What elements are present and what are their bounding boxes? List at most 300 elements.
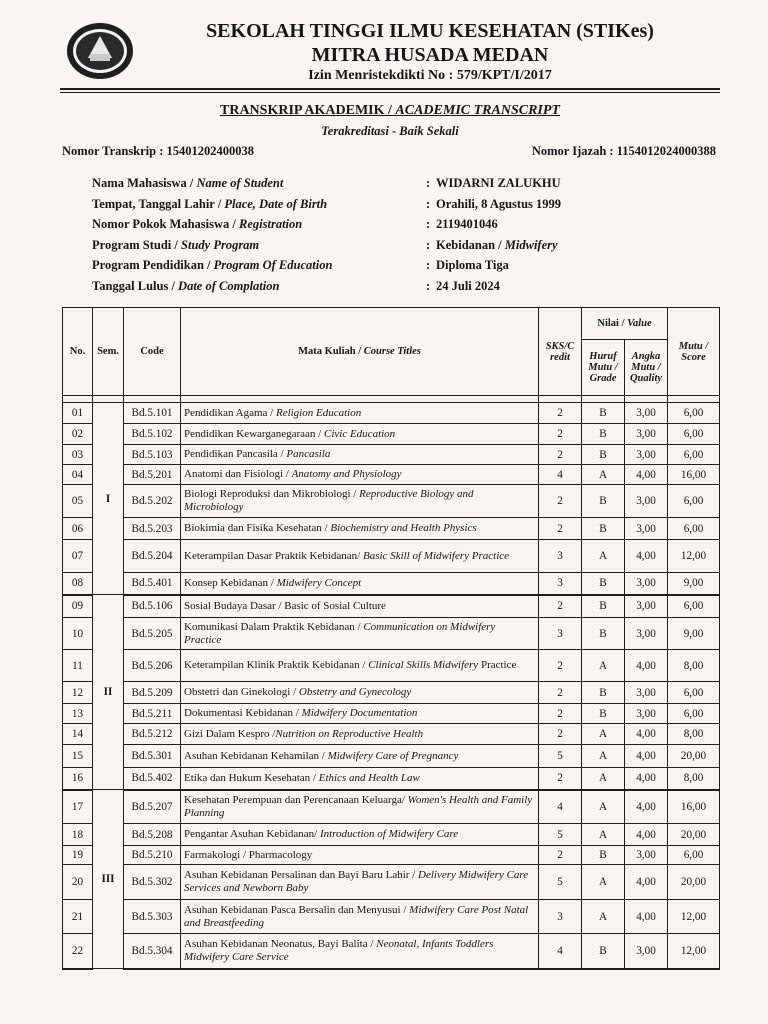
cell-code: Bd.5.201 [124, 465, 181, 485]
cell-no: 13 [63, 704, 93, 724]
cell-grade: B [582, 846, 625, 865]
cell-quality: 3,00 [625, 846, 668, 865]
cell-quality: 3,00 [625, 445, 668, 465]
info-value [436, 279, 500, 294]
course-title-id: Komunikasi Dalam Praktik Kebidanan / [184, 620, 364, 633]
info-label-id: Nama Mahasiswa / [92, 176, 197, 190]
course-title-en: Neonatal, Infants Toddlers Midwifery Care Service [184, 938, 494, 963]
cell-quality: 4,00 [625, 900, 668, 934]
info-colon: : [426, 278, 431, 293]
cell-grade: A [582, 768, 625, 790]
cell-score: 20,00 [668, 865, 720, 900]
cell-no: 18 [63, 824, 93, 846]
cell-grade: B [582, 485, 625, 518]
course-title-id: Asuhan Kebidanan Kehamilan / [184, 749, 328, 762]
cell-code: Bd.5.211 [124, 704, 181, 724]
table-row [63, 518, 720, 540]
cell-quality: 4,00 [625, 865, 668, 900]
info-colon: : [426, 176, 431, 190]
table-row [63, 768, 720, 790]
cell-course [181, 790, 539, 824]
course-title-id: Biologi Reproduksi dan Mikrobiologi / [184, 488, 360, 501]
cell-code: Bd.5.401 [124, 573, 181, 595]
cell-no: 14 [63, 724, 93, 745]
cell-code: Bd.5.301 [124, 745, 181, 768]
course-title-id: Asuhan Kebidanan Pasca Bersalin dan Menyusui / [184, 903, 410, 916]
course-title-id: Keterampilan Dasar Praktik Kebidanan/ [184, 549, 363, 562]
cell-no: 16 [63, 768, 93, 790]
info-value [436, 176, 561, 191]
table-row [63, 424, 720, 445]
course-title-id: Asuhan Kebidanan Persalinan dan Bayi Baru Lahir / [184, 869, 418, 882]
cell-quality: 3,00 [625, 704, 668, 724]
col-grade [582, 340, 625, 396]
cell-semester: I [93, 403, 124, 595]
info-value-text: Kebidanan / [436, 237, 505, 252]
info-value [436, 217, 498, 232]
cell-grade: A [582, 824, 625, 846]
cell-quality: 4,00 [625, 724, 668, 745]
info-label-en: Date of Complation [178, 278, 280, 293]
cell-grade: B [582, 424, 625, 445]
cell-code: Bd.5.302 [124, 865, 181, 900]
table-row [63, 650, 720, 682]
info-label-id: Program Studi / [92, 237, 182, 252]
cell-course [181, 846, 539, 865]
cell-score: 8,00 [668, 724, 720, 745]
institution-name: SEKOLAH TINGGI ILMU KESEHATAN (STIKes) [206, 20, 654, 42]
cell-grade: B [582, 595, 625, 618]
course-title-en: Midwifery Care Post Natal and Breastfeeding [184, 903, 529, 929]
info-label-en: Study Program [181, 237, 260, 252]
cell-grade: A [582, 900, 625, 934]
cell-course [181, 573, 539, 595]
cell-course [181, 540, 539, 573]
info-value [436, 258, 509, 273]
cell-course [181, 768, 539, 790]
course-title-en: Midwifery Care of Pregnancy [327, 749, 459, 762]
cell-code: Bd.5.402 [124, 768, 181, 790]
info-colon: : [426, 237, 431, 252]
cell-semester: II [93, 595, 124, 790]
course-title-id: Etika dan Hukum Kesehatan / [184, 771, 319, 784]
cell-credit: 3 [539, 900, 582, 934]
cell-grade: B [582, 704, 625, 724]
course-title-en: Obstetry and Gynecology [298, 686, 412, 699]
col-value-id: Nilai / [597, 318, 628, 329]
cell-credit: 2 [539, 650, 582, 682]
cell-score: 20,00 [668, 745, 720, 768]
cell-grade: A [582, 650, 625, 682]
cell-grade: B [582, 445, 625, 465]
col-code: Code [124, 308, 181, 396]
institution-seal-logo [66, 22, 134, 80]
cell-no: 17 [63, 790, 93, 824]
cell-score: 6,00 [668, 518, 720, 540]
table-row [63, 704, 720, 724]
col-score-b: Score [681, 351, 706, 363]
cell-score: 16,00 [668, 465, 720, 485]
info-colon: : [426, 258, 431, 273]
cell-no: 19 [63, 846, 93, 865]
info-label [92, 176, 283, 191]
col-course [181, 308, 539, 396]
header-spacer [63, 396, 720, 403]
table-header [63, 308, 720, 396]
info-colon: : [426, 196, 431, 211]
cell-code: Bd.5.210 [124, 846, 181, 865]
table-row [63, 865, 720, 900]
cell-credit: 3 [539, 540, 582, 573]
course-title-en: Reproductive Biology and Microbiology [184, 488, 474, 513]
cell-score: 6,00 [668, 445, 720, 465]
cell-grade: B [582, 518, 625, 540]
cell-credit: 2 [539, 724, 582, 745]
cell-quality: 4,00 [625, 465, 668, 485]
cell-no: 12 [63, 682, 93, 704]
cell-no: 08 [63, 573, 93, 595]
cell-no: 04 [63, 465, 93, 485]
transcript-table [62, 307, 720, 970]
cell-score: 8,00 [668, 768, 720, 790]
col-course-en: Course Titles [363, 346, 421, 357]
col-quality [625, 340, 668, 396]
cell-quality: 3,00 [625, 403, 668, 424]
cell-no: 15 [63, 745, 93, 768]
col-quality-c: Quality [629, 373, 663, 384]
cell-score: 6,00 [668, 485, 720, 518]
course-title-id: Obstetri dan Ginekologi / [184, 686, 299, 699]
info-label-id: Program Pendidikan / [92, 258, 214, 273]
cell-score: 6,00 [668, 403, 720, 424]
cell-quality: 4,00 [625, 768, 668, 790]
cell-quality: 3,00 [625, 485, 668, 518]
cell-grade: B [582, 618, 625, 650]
col-credit-a: SKS/C [545, 340, 575, 352]
student-info [92, 176, 632, 300]
table-row [63, 682, 720, 704]
student-info-row [92, 238, 632, 259]
cell-no: 09 [63, 595, 93, 618]
cell-score: 12,00 [668, 934, 720, 969]
cell-credit: 2 [539, 768, 582, 790]
course-title-en: Delivery Midwifery Care Services and Newborn Baby [184, 869, 529, 894]
cell-credit: 2 [539, 518, 582, 540]
table-row [63, 445, 720, 465]
course-title-en: Communication on Midwifery Practice [184, 620, 496, 646]
student-info-row [92, 258, 632, 279]
course-title-id: Anatomi dan Fisiologi / [184, 468, 292, 481]
cell-no: 20 [63, 865, 93, 900]
cell-course [181, 485, 539, 518]
course-title-en: Midwifery Documentation [301, 707, 418, 720]
course-title-id: Farmakologi / Pharmacology [184, 848, 313, 861]
info-label-en: Name of Student [196, 176, 284, 190]
cell-course [181, 824, 539, 846]
course-title-id: Konsep Kebidanan / [184, 576, 277, 589]
table-row [63, 485, 720, 518]
course-title-id: Pendidikan Kewarganegaraan / [184, 427, 324, 440]
student-info-row [92, 197, 632, 218]
accreditation-status: Terakreditasi - Baik Sekali [321, 124, 459, 138]
cell-code: Bd.5.209 [124, 682, 181, 704]
header-divider-thin [60, 92, 720, 93]
cell-quality: 4,00 [625, 540, 668, 573]
cell-credit: 3 [539, 573, 582, 595]
col-value-en: Value [627, 318, 652, 329]
cell-score: 9,00 [668, 618, 720, 650]
table-row [63, 595, 720, 618]
col-grade-b: Mutu / [588, 362, 618, 373]
course-title-en: Religion Education [275, 406, 362, 419]
cell-code: Bd.5.303 [124, 900, 181, 934]
cell-score: 16,00 [668, 790, 720, 824]
course-title-en: Clinical Skills Midwifery [368, 659, 479, 672]
cell-credit: 2 [539, 704, 582, 724]
cell-credit: 2 [539, 595, 582, 618]
info-label-id: Tempat, Tanggal Lahir / [92, 196, 225, 211]
cell-semester: III [93, 790, 124, 969]
col-value [582, 308, 668, 340]
cell-credit: 3 [539, 618, 582, 650]
info-value-text: 24 Juli 2024 [436, 278, 500, 293]
course-title-id: Pengantar Asuhan Kebidanan/ [184, 828, 320, 841]
table-row [63, 403, 720, 424]
info-label [92, 238, 259, 253]
course-title-id: Kesehatan Perempuan dan Perencanaan Keluarga/ [184, 794, 408, 807]
info-value-text: WIDARNI ZALUKHU [436, 176, 561, 190]
course-title-id: Asuhan Kebidanan Neonatus, Bayi Balita / [184, 938, 377, 951]
course-title-en: Midwifery Concept [276, 576, 362, 589]
cell-no: 21 [63, 900, 93, 934]
cell-quality: 3,00 [625, 595, 668, 618]
cell-score: 6,00 [668, 846, 720, 865]
cell-score: 12,00 [668, 540, 720, 573]
header-divider [60, 88, 720, 90]
table-row [63, 900, 720, 934]
info-label [92, 217, 302, 232]
info-value-en: Midwifery [504, 237, 558, 252]
course-title-en: Pancasila [286, 448, 331, 461]
cell-quality: 3,00 [625, 573, 668, 595]
course-title-id: Keterampilan Klinik Praktik Kebidanan / [184, 659, 369, 672]
cell-credit: 2 [539, 445, 582, 465]
course-title-id: Gizi Dalam Kespro / [184, 727, 276, 740]
student-info-row [92, 176, 632, 197]
cell-quality: 4,00 [625, 790, 668, 824]
cell-credit: 5 [539, 745, 582, 768]
cell-course [181, 424, 539, 445]
cell-no: 10 [63, 618, 93, 650]
cell-credit: 2 [539, 403, 582, 424]
col-credit-b: redit [550, 351, 570, 363]
cell-grade: A [582, 540, 625, 573]
transcript-number: Nomor Transkrip : 15401202400038 [62, 144, 255, 158]
info-label [92, 279, 279, 294]
cell-quality: 3,00 [625, 934, 668, 969]
info-value-text: 2119401046 [436, 217, 498, 232]
cell-code: Bd.5.206 [124, 650, 181, 682]
table-body [63, 396, 720, 969]
diploma-number: Nomor Ijazah : 1154012024000388 [531, 144, 716, 158]
col-no: No. [63, 308, 93, 396]
cell-grade: A [582, 865, 625, 900]
cell-score: 8,00 [668, 650, 720, 682]
course-title-en: Civic Education [324, 427, 396, 440]
cell-course [181, 518, 539, 540]
cell-no: 22 [63, 934, 93, 969]
cell-grade: A [582, 790, 625, 824]
table-row [63, 846, 720, 865]
cell-credit: 4 [539, 934, 582, 969]
cell-no: 06 [63, 518, 93, 540]
info-label-id: Tanggal Lulus / [92, 278, 179, 293]
cell-quality: 4,00 [625, 745, 668, 768]
cell-no: 01 [63, 403, 93, 424]
cell-code: Bd.5.207 [124, 790, 181, 824]
cell-no: 03 [63, 445, 93, 465]
cell-credit: 5 [539, 824, 582, 846]
info-label-en: Registration [239, 217, 303, 232]
table-row [63, 724, 720, 745]
col-score-a: Mutu / [678, 340, 709, 352]
cell-course [181, 682, 539, 704]
document-numbers [62, 144, 716, 159]
document-title-en: ACADEMIC TRANSCRIPT [395, 103, 560, 118]
cell-quality: 3,00 [625, 618, 668, 650]
info-label-en: Program Of Education [213, 258, 333, 273]
cell-code: Bd.5.203 [124, 518, 181, 540]
table-row [63, 465, 720, 485]
cell-no: 02 [63, 424, 93, 445]
cell-grade: A [582, 465, 625, 485]
info-value [436, 197, 561, 212]
cell-credit: 5 [539, 865, 582, 900]
cell-code: Bd.5.208 [124, 824, 181, 846]
cell-quality: 3,00 [625, 518, 668, 540]
table-row [63, 618, 720, 650]
permit-number: Izin Menristekdikti No : 579/KPT/I/2017 [308, 68, 552, 83]
course-title-en: Nutrition on Reproductive Health [275, 727, 424, 740]
cell-grade: B [582, 682, 625, 704]
cell-course [181, 618, 539, 650]
table-row [63, 745, 720, 768]
course-title-en: Anatomy and Physiology [291, 468, 402, 481]
cell-no: 05 [63, 485, 93, 518]
course-title-id: Sosial Budaya Dasar / Basic of Sosial Culture [184, 599, 386, 612]
student-info-row [92, 279, 632, 300]
course-title-id: Pendidikan Pancasila / [184, 448, 287, 461]
col-grade-c: Grade [589, 373, 617, 384]
cell-code: Bd.5.103 [124, 445, 181, 465]
cell-grade: A [582, 724, 625, 745]
course-title-en: Biochemistry and Health Physics [330, 522, 477, 535]
col-sem: Sem. [93, 308, 124, 396]
cell-score: 6,00 [668, 595, 720, 618]
course-title-en: Basic Skill of Midwifery Practice [363, 549, 510, 562]
info-label-id: Nomor Pokok Mahasiswa / [92, 217, 240, 232]
cell-quality: 4,00 [625, 824, 668, 846]
cell-course [181, 445, 539, 465]
course-title-en: Women's Health and Family Planning [184, 794, 533, 819]
info-value-text: Orahili, 8 Agustus 1999 [436, 196, 562, 211]
cell-code: Bd.5.106 [124, 595, 181, 618]
col-grade-a: Huruf [589, 351, 617, 362]
table-row [63, 540, 720, 573]
cell-course [181, 704, 539, 724]
course-title-tail: Practice [478, 659, 517, 672]
cell-course [181, 595, 539, 618]
table-row [63, 573, 720, 595]
cell-credit: 4 [539, 790, 582, 824]
col-quality-a: Angka [631, 351, 661, 362]
table-row [63, 824, 720, 846]
cell-credit: 4 [539, 465, 582, 485]
cell-course [181, 650, 539, 682]
cell-code: Bd.5.304 [124, 934, 181, 969]
info-label [92, 258, 332, 273]
course-title-en: Ethics and Health Law [318, 771, 420, 784]
cell-score: 6,00 [668, 424, 720, 445]
cell-quality: 3,00 [625, 682, 668, 704]
cell-no: 11 [63, 650, 93, 682]
table-row [63, 934, 720, 969]
cell-code: Bd.5.204 [124, 540, 181, 573]
col-score [668, 308, 720, 396]
cell-grade: B [582, 573, 625, 595]
col-course-id: Mata Kuliah / [298, 346, 364, 357]
col-quality-b: Mutu / [631, 362, 661, 373]
table-row [63, 790, 720, 824]
cell-course [181, 403, 539, 424]
cell-quality: 3,00 [625, 424, 668, 445]
info-colon: : [426, 217, 431, 232]
document-title [60, 103, 720, 119]
cell-grade: B [582, 934, 625, 969]
cell-course [181, 900, 539, 934]
info-value-text: Diploma Tiga [436, 258, 509, 273]
cell-course [181, 724, 539, 745]
course-title-id: Biokimia dan Fisika Kesehatan / [184, 522, 331, 535]
cell-score: 6,00 [668, 704, 720, 724]
cell-score: 20,00 [668, 824, 720, 846]
course-title-id: Pendidikan Agama / [184, 406, 276, 419]
cell-course [181, 934, 539, 969]
cell-code: Bd.5.202 [124, 485, 181, 518]
info-label [92, 197, 327, 212]
cell-credit: 2 [539, 424, 582, 445]
cell-course [181, 865, 539, 900]
cell-credit: 2 [539, 846, 582, 865]
cell-score: 12,00 [668, 900, 720, 934]
cell-grade: A [582, 745, 625, 768]
cell-grade: B [582, 403, 625, 424]
cell-course [181, 745, 539, 768]
cell-no: 07 [63, 540, 93, 573]
cell-credit: 2 [539, 485, 582, 518]
cell-code: Bd.5.212 [124, 724, 181, 745]
cell-credit: 2 [539, 682, 582, 704]
cell-code: Bd.5.205 [124, 618, 181, 650]
info-value [436, 238, 558, 253]
col-credit [539, 308, 582, 396]
campus-name: MITRA HUSADA MEDAN [311, 44, 549, 66]
cell-score: 9,00 [668, 573, 720, 595]
cell-code: Bd.5.101 [124, 403, 181, 424]
cell-code: Bd.5.102 [124, 424, 181, 445]
info-label-en: Place, Date of Birth [224, 196, 328, 211]
cell-quality: 4,00 [625, 650, 668, 682]
